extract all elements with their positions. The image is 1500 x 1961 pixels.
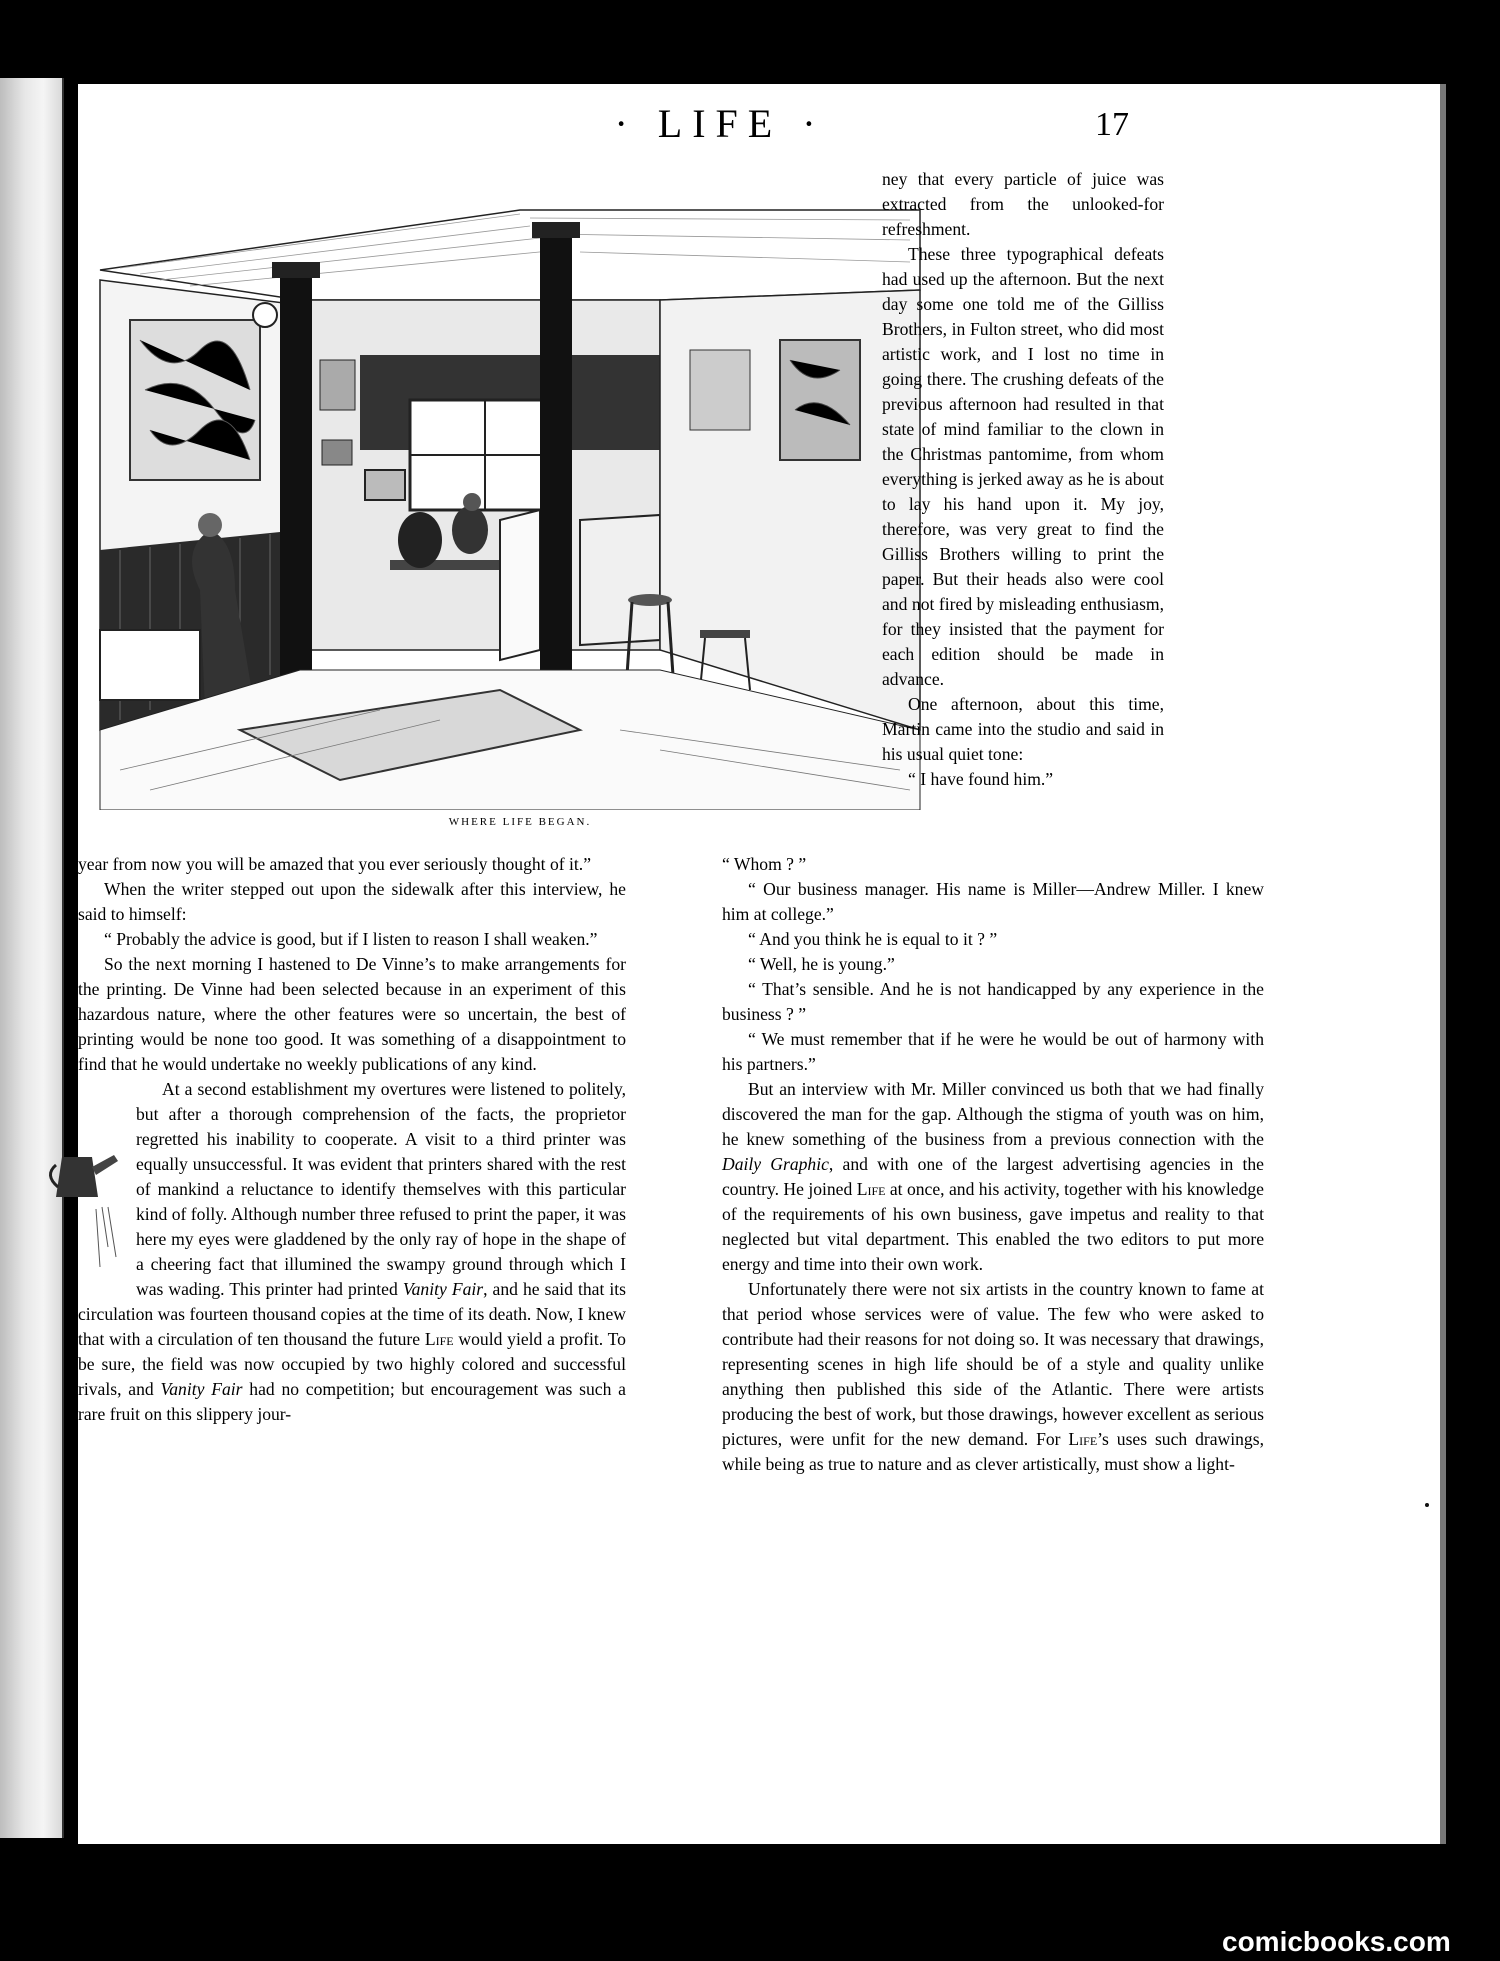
magazine-name: Life [856,1179,886,1199]
paragraph-text: , and with one of the largest advertising agencies in the country. He joined [722,1154,1264,1199]
magazine-name: Life [424,1329,454,1349]
paragraph: “ I have found him.” [908,769,1054,789]
illustration-caption: WHERE LIFE BEGAN. [448,816,592,828]
paragraph: “ Whom ? ” [722,854,807,874]
paragraph: “ Our business manager. His name is Miller—Andrew Miller. I knew him at college.” [722,879,1264,924]
page-number: 17 [1095,106,1129,143]
page-binding-edge [1440,84,1446,1844]
italic-title: Daily Graphic [722,1154,829,1174]
paragraph: “ And you think he is equal to it ? ” [748,929,998,949]
speck [1425,1503,1429,1507]
paragraph [722,1077,1264,1277]
paragraph-text: , and he said that its circulation was fourteen thousand copies at the time of its death. Now, I knew that with a circulation of ten thousand the future [78,1279,626,1349]
paragraph: “ Well, he is young.” [748,954,895,974]
paragraph: “ We must remember that if he were he would be out of harmony with his partners.” [722,1029,1264,1074]
paragraph: year from now you will be amazed that you ever seriously thought of it.” [78,854,592,874]
paragraph-text: Unfortunately there were not six artists in the country known to fame at that period whose services were of value. The few who were asked to contribute had their reasons for not doing so. It was necessary that drawings, representing scenes in high life should be of a style and quality unlike anything then published this side of the Atlantic. There were artists producing the best of work, but those drawings, however excellent as serious pictures, were unfit for the new demand. For [722,1279,1264,1449]
paragraph-text: would yield a profit. To be sure, the field was now occupied by two highly colored and successful rivals, and [78,1329,626,1399]
watering-can-icon [42,1137,122,1287]
paragraph: When the writer stepped out upon the sidewalk after this interview, he said to himself: [78,879,626,924]
studio-illustration [60,170,940,810]
left-column [78,852,626,1427]
italic-title: Vanity Fair [160,1379,243,1399]
paragraph: These three typographical defeats had used up the afternoon. But the next day some one told me of the Gilliss Brothers, in Fulton street, who did most artistic work, and I lost no time in going there. The crushing defeats of the previous afternoon had resulted in that state of mind familiar to the clown in the Christmas pantomime, from whom everything is jerked away as he is about to lay his hand upon it. My joy, therefore, was very great to find the Gilliss Brothers willing to print the paper. But their heads also were cool and not fired by misleading enthusiasm, for they insisted that the payment for each edition should be made in advance. [882,244,1164,689]
paragraph [722,1277,1264,1477]
top-right-column [882,167,1164,792]
italic-title: Vanity Fair [402,1279,484,1299]
paragraph: So the next morning I hastened to De Vinne’s to make arrangements for the printing. De Vinne had been selected because in an experiment of this hazardous nature, where the other features were so uncertain, the best of printing would be none too good. It was something of a disappointment to find that he would undertake no weekly publications of any kind. [78,954,626,1074]
paragraph-text: ’s uses such drawings, while being as true to nature and as clever artistically, must show a light- [722,1429,1264,1474]
paragraph-text: At a second establishment my overtures were listened to politely, but after a thorough comprehension of the facts, the proprietor regretted his inability to cooperate. A visit to a third printer was equally unsuccessful. It was evident that printers shared with the rest of mankind a reluctance to identify themselves with this particular kind of folly. Although number three refused to print the paper, it was here my eyes were gladdened by the only ray of hope in the shape of a cheering fact that illumined the swampy ground through which I was wading. This printer had printed [136,1079,626,1299]
watermark: comicbooks.com [1222,1926,1451,1957]
paragraph [78,1077,626,1427]
paragraph-text: But an interview with Mr. Miller convinced us both that we had finally discovered the man for the gap. Although the stigma of youth was on him, he knew something of the business from a previous connection with the [722,1079,1264,1149]
right-column [722,852,1264,1477]
paragraph: “ That’s sensible. And he is not handicapped by any experience in the business ? ” [722,979,1264,1024]
magazine-name: Life [1068,1429,1098,1449]
page-header-title: · LIFE · [614,101,826,146]
adjacent-page-edge [0,78,64,1838]
paragraph-text: at once, and his activity, together with his knowledge of the requirements of his own business, gave impetus and reality to that neglected but vital department. This enabled the two editors to put more energy and time into their own work. [722,1179,1264,1274]
paragraph: One afternoon, about this time, Martin came into the studio and said in his usual quiet tone: [882,694,1164,764]
paragraph: “ Probably the advice is good, but if I listen to reason I shall weaken.” [104,929,598,949]
paragraph: ney that every particle of juice was extracted from the unlooked-for refreshment. [882,169,1164,239]
paragraph-text: had no competition; but encouragement was such a rare fruit on this slippery jour- [78,1379,626,1424]
